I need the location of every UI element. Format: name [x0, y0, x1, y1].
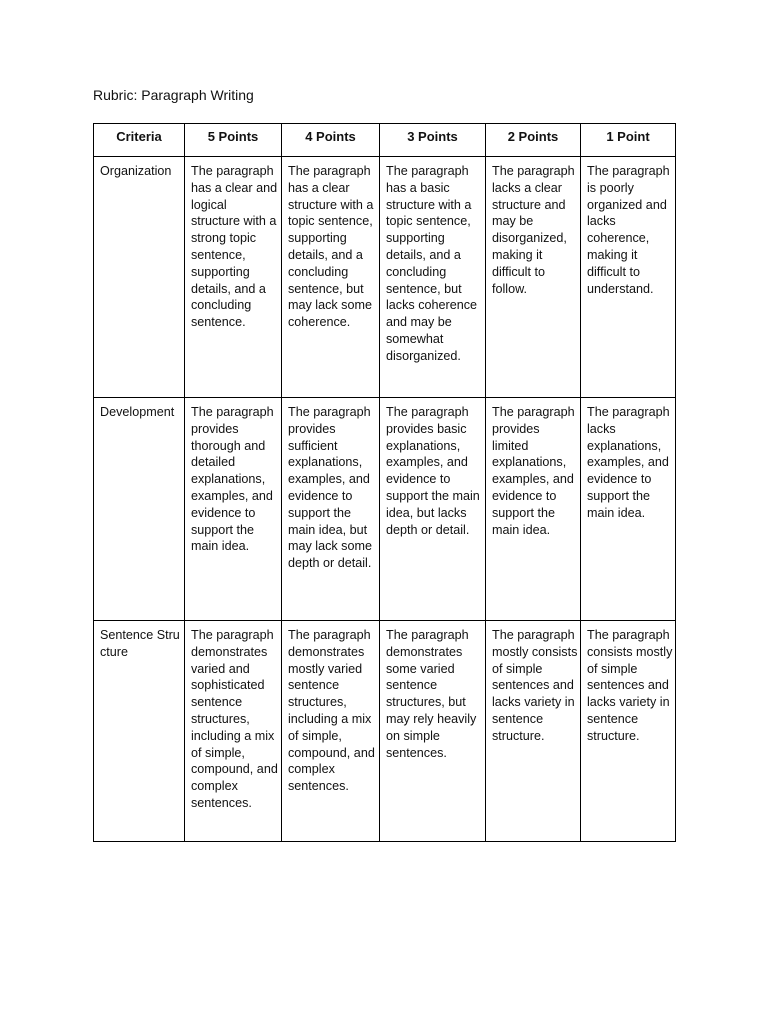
document-title: Rubric: Paragraph Writing	[93, 87, 254, 103]
rubric-cell: The paragraph lacks explanations, examples, and evidence to support the main idea.	[581, 398, 676, 621]
rubric-cell: The paragraph provides thorough and detailed explanations, examples, and evidence to support the main idea.	[185, 398, 282, 621]
rubric-cell: The paragraph demonstrates mostly varied sentence structures, including a mix of simple, compound, and complex sentences.	[282, 621, 380, 842]
criteria-cell: Organization	[94, 157, 185, 398]
rubric-cell: The paragraph has a clear and logical structure with a strong topic sentence, supporting details, and a concluding sentence.	[185, 157, 282, 398]
rubric-cell: The paragraph demonstrates some varied sentence structures, but may rely heavily on simple sentences.	[380, 621, 486, 842]
rubric-cell: The paragraph demonstrates varied and sophisticated sentence structures, including a mix of simple, compound, and complex sentences.	[185, 621, 282, 842]
rubric-cell: The paragraph provides sufficient explanations, examples, and evidence to support the main idea, but may lack some depth or detail.	[282, 398, 380, 621]
header-4-points: 4 Points	[282, 124, 380, 157]
header-3-points: 3 Points	[380, 124, 486, 157]
header-criteria: Criteria	[94, 124, 185, 157]
header-row	[94, 124, 676, 157]
header-1-point: 1 Point	[581, 124, 676, 157]
rubric-cell: The paragraph provides limited explanations, examples, and evidence to support the main idea.	[486, 398, 581, 621]
rubric-cell: The paragraph has a basic structure with a topic sentence, supporting details, and a concluding sentence, but lacks coherence and may be somewhat disorganized.	[380, 157, 486, 398]
rubric-cell: The paragraph has a clear structure with a topic sentence, supporting details, and a concluding sentence, but may lack some coherence.	[282, 157, 380, 398]
header-5-points: 5 Points	[185, 124, 282, 157]
rubric-table	[93, 123, 676, 842]
header-2-points: 2 Points	[486, 124, 581, 157]
rubric-cell: The paragraph consists mostly of simple sentences and lacks variety in sentence structure.	[581, 621, 676, 842]
table-row-organization	[94, 157, 676, 398]
rubric-cell: The paragraph is poorly organized and lacks coherence, making it difficult to understand.	[581, 157, 676, 398]
criteria-cell: Development	[94, 398, 185, 621]
rubric-cell: The paragraph mostly consists of simple sentences and lacks variety in sentence structure.	[486, 621, 581, 842]
criteria-cell: Sentence Structure	[94, 621, 185, 842]
rubric-cell: The paragraph provides basic explanations, examples, and evidence to support the main idea, but lacks depth or detail.	[380, 398, 486, 621]
table-row-development	[94, 398, 676, 621]
rubric-cell: The paragraph lacks a clear structure and may be disorganized, making it difficult to follow.	[486, 157, 581, 398]
table-row-sentence-structure	[94, 621, 676, 842]
